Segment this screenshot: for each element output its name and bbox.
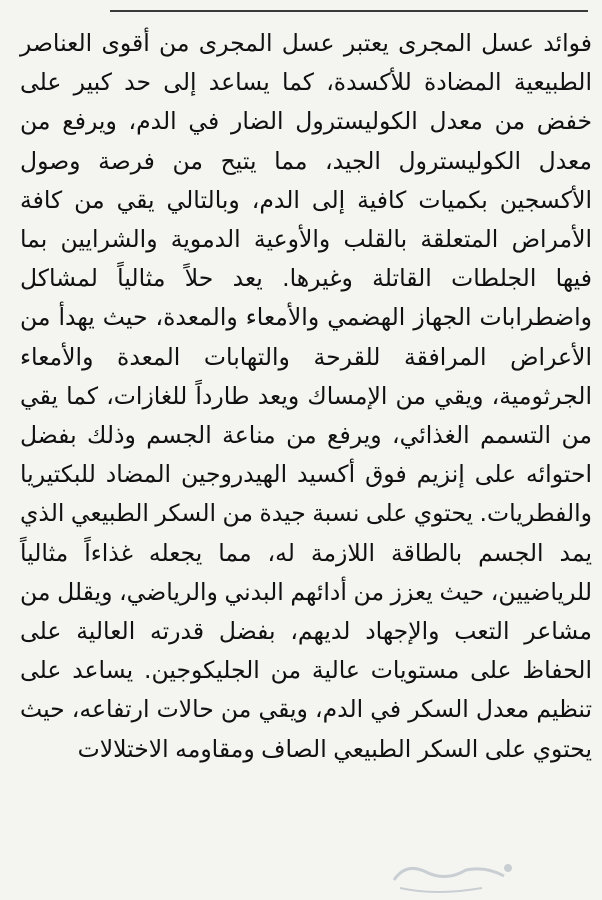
article-body [20, 24, 592, 769]
haraj-watermark-logo [386, 850, 526, 900]
top-divider [110, 10, 588, 12]
article-paragraph: فوائد عسل المجرى يعتبر عسل المجرى من أقوى العناصر الطبيعية المضادة للأكسدة، كما يساعد إلى حد كبير على خفض من معدل الكوليسترول الضار في الدم، ويرفع من معدل الكوليسترول الجيد، مما يتيح من فرصة وصول الأكسجين بكميات كافية إلى الدم، وبالتالي يقي من كافة الأمراض المتعلقة بالقلب والأوعية الدموية والشرايين بما فيها الجلطات القاتلة وغيرها. يعد حلاً مثالياً لمشاكل واضطرابات الجهاز الهضمي والأمعاء والمعدة، حيث يهدأ من الأعراض المرافقة للقرحة والتهابات المعدة والأمعاء الجرثومية، ويقي من الإمساك ويعد طارداً للغازات، كما يقي من التسمم الغذائي، ويرفع من مناعة الجسم وذلك بفضل احتوائه على إنزيم فوق أكسيد الهيدروجين المضاد للبكتيريا والفطريات. يحتوي على نسبة جيدة من السكر الطبيعي الذي يمد الجسم بالطاقة اللازمة له، مما يجعله غذاءاً مثالياً للرياضيين، حيث يعزز من أدائهم البدني والرياضي، ويقلل من مشاعر التعب والإجهاد لديهم، بفضل قدرته العالية على الحفاظ على مستويات عالية من الجليكوجين. يساعد على تنظيم معدل السكر في الدم، ويقي من حالات ارتفاعه، حيث يحتوي على السكر الطبيعي الصاف ومقاومه الاختلالات [20, 29, 592, 763]
